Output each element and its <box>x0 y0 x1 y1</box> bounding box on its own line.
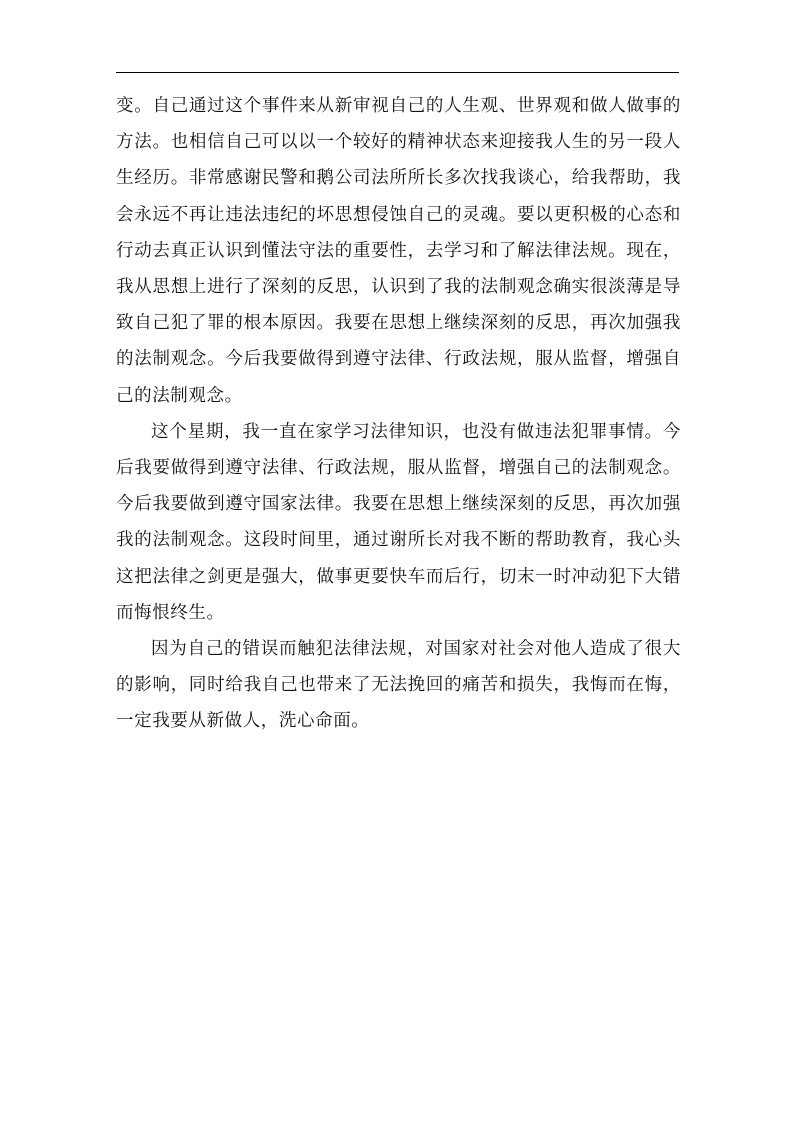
paragraph-3: 因为自己的错误而触犯法律法规，对国家对社会对他人造成了很大的影响，同时给我自己也带来了无法挽回的痛苦和损失，我悔而在悔，一定我要从新做人，洗心命面。 <box>116 639 681 732</box>
header-rule <box>116 72 679 73</box>
paragraph-2: 这个星期，我一直在家学习法律知识，也没有做违法犯罪事情。今后我要做得到遵守法律、行政法规，服从监督，增强自己的法制观念。今后我要做到遵守国家法律。我要在思想上继续深刻的反思，再次加强我的法制观念。这段时间里，通过谢所长对我不断的帮助教育，我心头这把法律之剑更是强大，做事更要快车而后行，切末一时冲动犯下大错而悔恨终生。 <box>116 421 681 623</box>
document-body <box>116 88 681 740</box>
paragraph-1: 变。自己通过这个事件来从新审视自己的人生观、世界观和做人做事的方法。也相信自己可以以一个较好的精神状态来迎接我人生的另一段人生经历。非常感谢民警和鹅公司法所所长多次找我谈心，给我帮助，我会永远不再让违法违纪的坏思想侵蚀自己的灵魂。要以更积极的心态和行动去真正认识到懂法守法的重要性，去学习和了解法律法规。现在，我从思想上进行了深刻的反思，认识到了我的法制观念确实很淡薄是导致自己犯了罪的根本原因。我要在思想上继续深刻的反思，再次加强我的法制观念。今后我要做得到遵守法律、行政法规，服从监督，增强自己的法制观念。 <box>116 96 681 406</box>
